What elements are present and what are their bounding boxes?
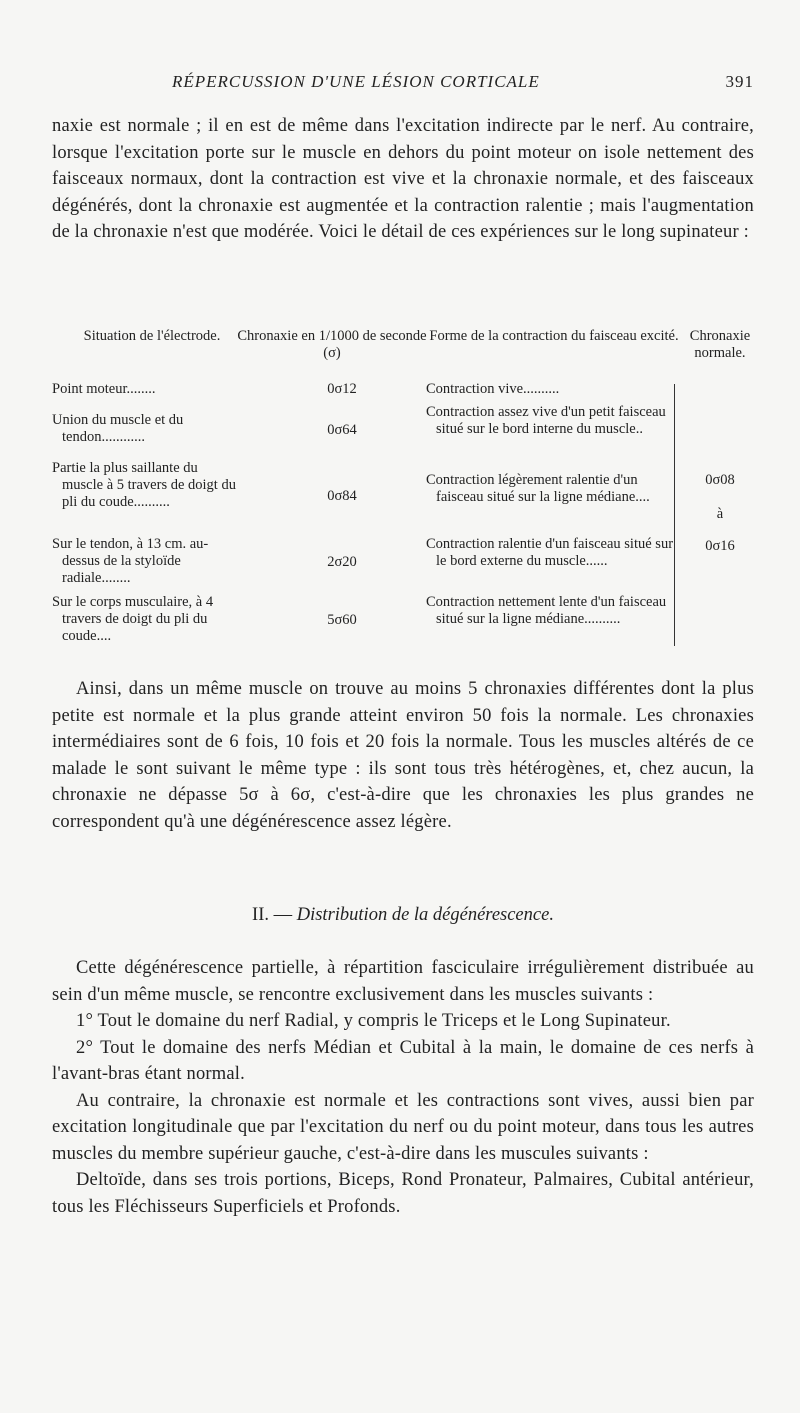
header-normale: Chronaxie normale.: [689, 328, 751, 361]
paragraph-muscle-list: Deltoïde, dans ses trois portions, Biceps, Rond Pronateur, Palmaires, Cubital antérieur, tous les Fléchisseurs Superficiels et Profonds.: [52, 1170, 754, 1217]
header-chronaxie: Chronaxie en 1/1000 de seconde (σ): [237, 328, 427, 361]
brace-line: [674, 384, 675, 646]
paragraph-distribution: Cette dégénérescence partielle, à répartition fasciculaire irrégulièrement distribuée au sein d'un même muscle, se rencontre exclusivement dans les muscles suivants :: [52, 958, 754, 1005]
row5-value: 5σ60: [327, 612, 357, 628]
header-forme: Forme de la contraction du faisceau excité.: [429, 328, 679, 344]
row2-value: 0σ64: [327, 422, 357, 438]
row5-situation: Sur le corps musculaire, à 4 travers de doigt du pli du coude....: [52, 594, 214, 644]
section-body: [52, 955, 754, 1220]
row3-forme: Contraction légèrement ralentie d'un faisceau situé sur la ligne médiane....: [426, 472, 650, 505]
paragraph-intro-text: naxie est normale ; il en est de même dans l'excitation indirecte par le nerf. Au contraire, lorsque l'excitation porte sur le muscle en dehors du point moteur on isole nettement des faisceaux normaux, dont la contraction est vive et la chronaxie normale, et des faisceaux dégénérés, dont la chronaxie est augmentée et la contraction ralentie ; mais l'augmentation de la chronaxie n'est que modérée. Voici le détail de ces expériences sur le long supinateur :: [52, 116, 754, 242]
running-title: RÉPERCUSSION D'UNE LÉSION CORTICALE: [172, 72, 540, 91]
row4-forme: Contraction ralentie d'un faisceau situé sur le bord externe du muscle......: [426, 536, 674, 569]
row4-situation: Sur le tendon, à 13 cm. au-dessus de la styloïde radiale........: [52, 536, 209, 586]
header-situation: Situation de l'électrode.: [83, 328, 221, 344]
section-number: II. —: [252, 905, 293, 925]
chronaxie-table: [52, 328, 762, 658]
section-heading: [52, 905, 754, 926]
normal-high: 0σ16: [705, 538, 735, 554]
section-title: Distribution de la dégénérescence.: [296, 905, 554, 925]
running-header: [52, 72, 754, 102]
row5-forme: Contraction nettement lente d'un faisceau situé sur la ligne médiane..........: [426, 594, 667, 627]
row4-value: 2σ20: [327, 554, 357, 570]
row3-value: 0σ84: [327, 488, 357, 504]
page-number: 391: [725, 72, 754, 91]
paragraph-normal-muscles: Au contraire, la chronaxie est normale et les contractions sont vives, aussi bien par excitation longitudinale que par l'excitation du nerf ou du point moteur, dans tous les autres muscles du membre supérieur gauche, c'est-à-dire dans les muscules suivants :: [52, 1090, 754, 1164]
paragraph-conclusion: [52, 676, 754, 835]
normal-low: 0σ08: [705, 472, 735, 488]
row2-forme: Contraction assez vive d'un petit faisceau situé sur le bord interne du muscle..: [426, 404, 666, 437]
list-item-median-cubital: 2° Tout le domaine des nerfs Médian et Cubital à la main, le domaine de ces nerfs à l'avant-bras étant normal.: [52, 1037, 754, 1084]
row2-situation: Union du muscle et du tendon............: [52, 412, 184, 445]
row1-value: 0σ12: [327, 381, 357, 397]
paragraph-conclusion-text: Ainsi, dans un même muscle on trouve au moins 5 chronaxies différentes dont la plus petite est normale et la plus grande atteint environ 50 fois la normale. Les chronaxies intermédiaires sont de 6 fois, 10 fois et 20 fois la normale. Tous les muscles altérés de ce malade le sont suivant le même type : ils sont tous très hétérogènes, et, chez aucun, la chronaxie ne dépasse 5σ à 6σ, c'est-à-dire que les chronaxies les plus grandes ne correspondent qu'à une dégénérescence assez légère.: [52, 679, 754, 832]
row1-forme: Contraction vive..........: [426, 381, 560, 397]
normal-sep: à: [716, 506, 724, 522]
paragraph-intro: [52, 113, 754, 246]
row1-situation: Point moteur........: [52, 381, 156, 397]
list-item-radial: 1° Tout le domaine du nerf Radial, y compris le Triceps et le Long Supinateur.: [76, 1011, 671, 1031]
row3-situation: Partie la plus saillante du muscle à 5 travers de doigt du pli du coude..........: [52, 460, 236, 510]
